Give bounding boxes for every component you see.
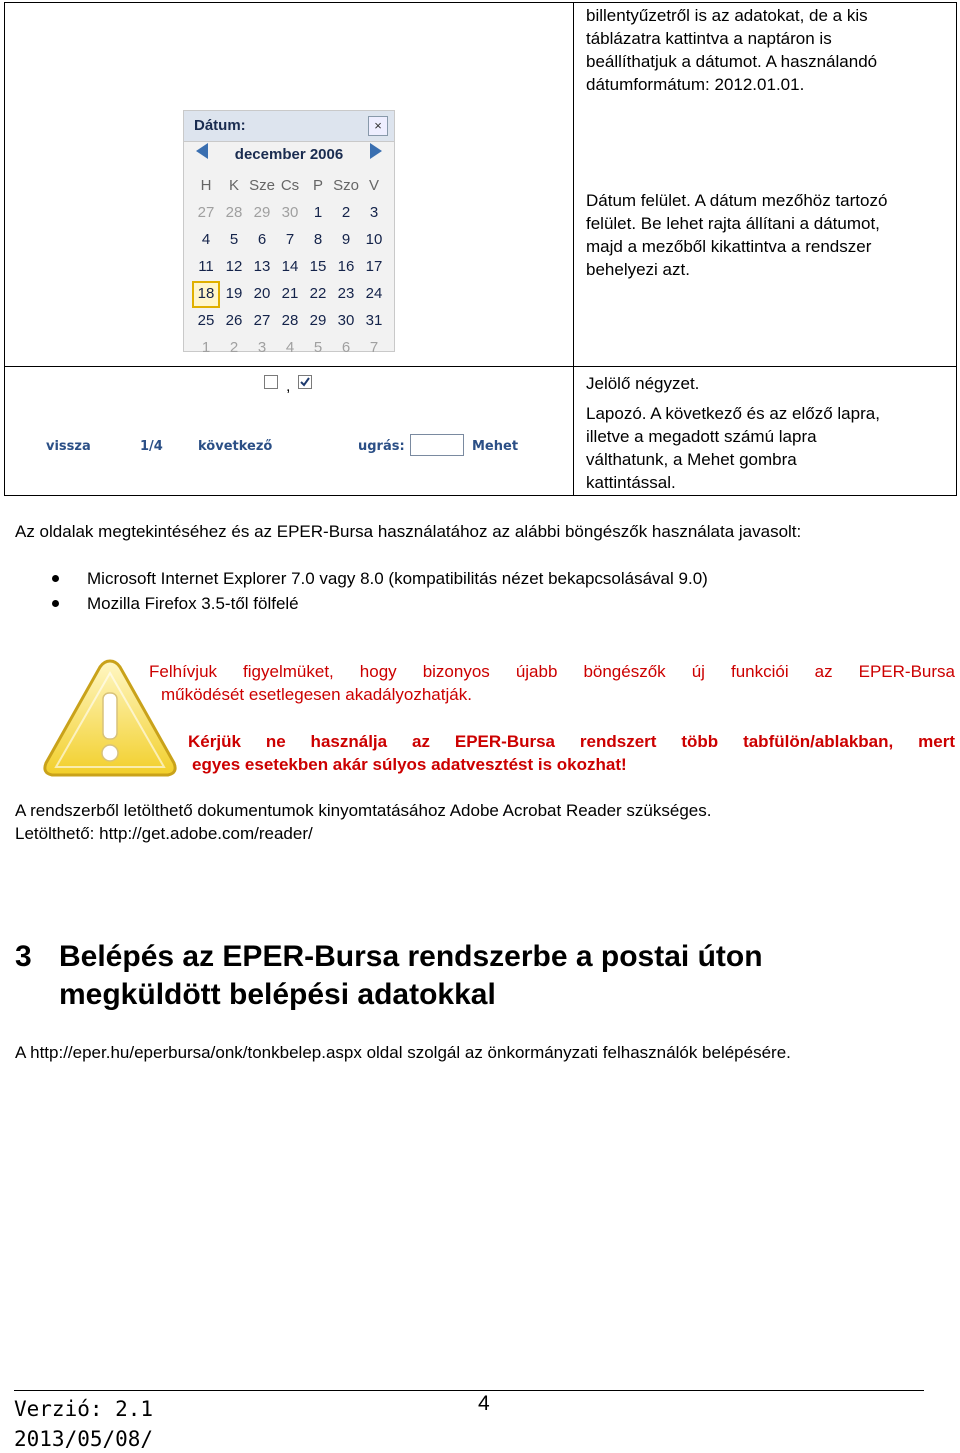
- calendar-day-cell[interactable]: 7: [285, 231, 295, 248]
- weekday-label: Szo: [333, 177, 359, 194]
- calendar-day-cell[interactable]: 3: [369, 204, 379, 221]
- acrobat-note: A rendszerből letölthető dokumentumok kinyomtatásához Adobe Acrobat Reader szükséges. Letölthető: http://get.adobe.com/reader/: [15, 801, 712, 843]
- calendar-title: Dátum:: [194, 117, 246, 134]
- calendar-header: [184, 111, 394, 142]
- calendar-day-cell[interactable]: 3: [257, 339, 267, 356]
- calendar-day-cell[interactable]: 28: [281, 312, 299, 329]
- weekday-label: Sze: [249, 177, 275, 194]
- checkbox-separator: ,: [286, 378, 291, 395]
- warning-bold-text: [188, 730, 955, 776]
- calendar-week-row: [192, 200, 388, 227]
- weekday-label: K: [228, 177, 239, 194]
- calendar-day-cell[interactable]: 1: [201, 339, 211, 356]
- table-column-divider: [573, 2, 574, 496]
- calendar-day-cell[interactable]: 4: [201, 231, 211, 248]
- footer-version: Verzió: 2.1: [14, 1397, 154, 1421]
- calendar-day-cell[interactable]: 27: [197, 204, 215, 221]
- calendar-day-cell[interactable]: 30: [337, 312, 355, 329]
- section-title: Belépés az EPER-Bursa rendszerbe a postai úton megküldött belépési adatokkal: [59, 940, 763, 1011]
- calendar-day-cell[interactable]: 12: [225, 258, 243, 275]
- calendar-day-cell[interactable]: 11: [198, 258, 214, 275]
- pager-page-input[interactable]: [410, 434, 464, 456]
- calendar-day-cell[interactable]: 9: [341, 231, 351, 248]
- calendar-day-cell[interactable]: 2: [341, 204, 351, 221]
- footer-date: 2013/05/08/: [14, 1427, 154, 1451]
- pager-back-link[interactable]: vissza: [46, 439, 91, 454]
- calendar-day-cell[interactable]: 13: [253, 258, 271, 275]
- calendar-day-cell[interactable]: 5: [313, 339, 323, 356]
- calendar-week-row: [192, 335, 388, 362]
- calendar-day-cell[interactable]: 31: [365, 312, 383, 329]
- calendar-month-bar: [184, 141, 394, 171]
- section-number: 3: [15, 940, 32, 973]
- previous-month-arrow-icon[interactable]: [196, 143, 208, 159]
- weekday-label: V: [368, 177, 379, 194]
- page-number: 4: [478, 1392, 490, 1415]
- calendar-day-cell[interactable]: 22: [309, 285, 327, 302]
- calendar-month-label: december 2006: [234, 146, 344, 163]
- calendar-week-row: [192, 308, 388, 335]
- date-input-description: billentyűzetről is az adatokat, de a kis táblázatra kattintva a naptáron is beállíthatjuk a dátumot. A használandó dátumformátum: 2012.01.01.: [586, 6, 878, 94]
- calendar-day-cell[interactable]: 6: [341, 339, 351, 356]
- bullet-icon: [52, 600, 59, 607]
- calendar-day-cell[interactable]: 29: [253, 204, 271, 221]
- login-text: A http://eper.hu/eperbursa/onk/tonkbelep.aspx oldal szolgál az önkormányzati felhasználók belépésére.: [15, 1043, 791, 1062]
- calendar-day-cell[interactable]: 20: [253, 285, 271, 302]
- weekday-label: P: [312, 177, 323, 194]
- pager-description: Lapozó. A következő és az előző lapra, illetve a megadott számú lapra válthatunk, a Mehet gombra kattintással.: [586, 404, 880, 492]
- calendar-day-cell[interactable]: 25: [197, 312, 215, 329]
- browser-item: Microsoft Internet Explorer 7.0 vagy 8.0 (kompatibilitás nézet bekapcsolásával 9.0): [87, 569, 708, 588]
- calendar-day-cell[interactable]: 24: [365, 285, 383, 302]
- warning-line: működését esetlegesen akadályozhatják.: [161, 685, 472, 704]
- calendar-week-row: [192, 227, 388, 254]
- pager-jump-label: ugrás:: [358, 439, 405, 454]
- browser-item: Mozilla Firefox 3.5-től fölfelé: [87, 594, 299, 613]
- calendar-grid: [192, 173, 388, 362]
- warning-line: Felhívjuk figyelmüket, hogy bizonyos újabb böngészők új funkciói az EPER-Bursa: [149, 662, 955, 681]
- pager-go-button[interactable]: Mehet: [472, 439, 519, 454]
- next-month-arrow-icon[interactable]: [370, 143, 382, 159]
- weekday-label: H: [200, 177, 212, 194]
- calendar-day-cell[interactable]: 30: [281, 204, 299, 221]
- warning-bold-line: egyes esetekben akár súlyos adatvesztést is okozhat!: [192, 755, 627, 774]
- calendar-day-cell[interactable]: 6: [257, 231, 267, 248]
- bullet-icon: [52, 575, 59, 582]
- calendar-day-cell[interactable]: 15: [309, 258, 327, 275]
- calendar-week-row: [192, 281, 388, 308]
- calendar-day-cell[interactable]: 18: [192, 281, 220, 308]
- calendar-description: Dátum felület. A dátum mezőhöz tartozó felület. Be lehet rajta állítani a dátumot, majd a mezőből kikattintva a rendszer behelyezi azt.: [586, 191, 888, 279]
- calendar-day-cell[interactable]: 26: [225, 312, 243, 329]
- calendar-day-cell[interactable]: 7: [369, 339, 379, 356]
- calendar-day-cell[interactable]: 19: [225, 285, 243, 302]
- calendar-day-cell[interactable]: 2: [229, 339, 239, 356]
- footer-divider: [14, 1390, 924, 1391]
- section-heading: [15, 938, 945, 1014]
- calendar-day-cell[interactable]: 8: [313, 231, 323, 248]
- calendar-widget: [183, 110, 395, 356]
- calendar-day-cell[interactable]: 10: [365, 231, 383, 248]
- weekday-label: Cs: [280, 177, 300, 194]
- calendar-day-cell[interactable]: 23: [337, 285, 355, 302]
- checkbox-description: Jelölő négyzet.: [586, 374, 700, 393]
- checkbox-unchecked[interactable]: [264, 375, 278, 389]
- calendar-week-row: [192, 254, 388, 281]
- warning-bold-line: Kérjük ne használja az EPER-Bursa rendszert több tabfülön/ablakban, mert: [188, 732, 955, 751]
- calendar-day-cell[interactable]: 16: [337, 258, 355, 275]
- calendar-day-cell[interactable]: 28: [225, 204, 243, 221]
- calendar-day-cell[interactable]: 17: [365, 258, 383, 275]
- calendar-day-cell[interactable]: 27: [253, 312, 271, 329]
- calendar-day-cell[interactable]: 29: [309, 312, 327, 329]
- calendar-day-cell[interactable]: 14: [281, 258, 299, 275]
- calendar-day-cell[interactable]: 1: [313, 204, 323, 221]
- close-icon[interactable]: ×: [368, 116, 388, 136]
- warning-text: [149, 660, 955, 706]
- pager-next-link[interactable]: következő: [198, 439, 273, 454]
- calendar-weekday-row: [192, 173, 388, 200]
- calendar-day-cell[interactable]: 21: [281, 285, 299, 302]
- browser-intro: Az oldalak megtekintéséhez és az EPER-Bursa használatához az alábbi böngészők használata javasolt:: [15, 522, 802, 541]
- pager-page-indicator: 1/4: [140, 439, 163, 454]
- table-row-divider: [4, 366, 957, 367]
- checkmark-icon: [299, 376, 311, 388]
- calendar-day-cell[interactable]: 5: [229, 231, 239, 248]
- checkbox-checked[interactable]: [298, 375, 312, 389]
- calendar-day-cell[interactable]: 4: [285, 339, 295, 356]
